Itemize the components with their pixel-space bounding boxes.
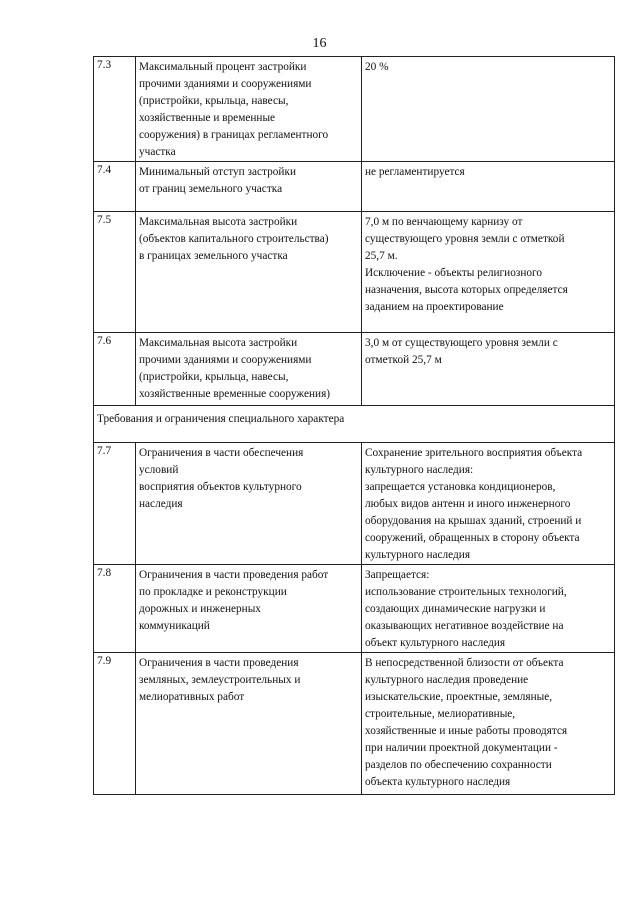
cell-text-line: (пристройки, крыльца, навесы, <box>139 371 289 383</box>
cell-text-line: условий <box>139 464 179 476</box>
cell-text-line: оказывающих негативное воздействие на <box>365 620 564 632</box>
cell-text-line: отметкой 25,7 м <box>365 354 442 366</box>
row-number: 7.5 <box>94 212 136 333</box>
cell-text-line: Ограничения в части обеспечения <box>139 447 304 459</box>
cell-text-line: строительные, мелиоративные, <box>365 708 516 720</box>
table-row <box>94 212 615 333</box>
cell-text-line: 7,0 м по венчающему карнизу от <box>365 216 523 228</box>
cell-text-line: восприятия объектов культурного <box>139 481 302 493</box>
table-row <box>94 333 615 406</box>
parameter-cell <box>136 443 362 565</box>
cell-text-line: при наличии проектной документации - <box>365 742 558 754</box>
cell-text-line: Запрещается: <box>365 569 430 581</box>
cell-text-line: культурного наследия проведение <box>365 674 529 686</box>
cell-text-line: сооружения) в границах регламентного <box>139 129 329 141</box>
value-cell <box>362 565 615 653</box>
cell-text-line: использование строительных технологий, <box>365 586 567 598</box>
cell-text-line: существующего уровня земли с отметкой <box>365 233 565 245</box>
value-cell <box>362 212 615 333</box>
cell-text-line: заданием на проектирование <box>365 301 504 313</box>
cell-text-line: сооружений, обращенных в сторону объекта <box>365 532 580 544</box>
row-number: 7.8 <box>94 565 136 653</box>
cell-text-line: хозяйственные и иные работы проводятся <box>365 725 568 737</box>
cell-text-line: изыскательские, проектные, земляные, <box>365 691 553 703</box>
cell-text-line: дорожных и инженерных <box>139 603 261 615</box>
cell-text-line: объект культурного наследия <box>365 637 506 649</box>
table-row <box>94 162 615 212</box>
cell-text-line: культурного наследия: <box>365 464 474 476</box>
parameter-cell <box>136 565 362 653</box>
cell-text-line: прочими зданиями и сооружениями <box>139 354 312 366</box>
parameter-cell <box>136 162 362 212</box>
section-header-row <box>94 406 615 443</box>
cell-text-line: В непосредственной близости от объекта <box>365 657 564 669</box>
cell-text-line: земляных, землеустроительных и <box>139 674 301 686</box>
cell-text-line: Сохранение зрительного восприятия объекта <box>365 447 583 459</box>
cell-text-line: объекта культурного наследия <box>365 776 511 788</box>
value-cell <box>362 162 615 212</box>
cell-text-line: Минимальный отступ застройки <box>139 166 296 178</box>
row-number: 7.7 <box>94 443 136 565</box>
cell-text-line: Ограничения в части проведения <box>139 657 299 669</box>
cell-text-line: Максимальная высота застройки <box>139 337 298 349</box>
row-number: 7.9 <box>94 653 136 795</box>
parameter-cell <box>136 333 362 406</box>
cell-text-line: хозяйственные временные сооружения) <box>139 388 331 400</box>
value-cell <box>362 443 615 565</box>
cell-text-line: Ограничения в части проведения работ <box>139 569 329 581</box>
table-row <box>94 57 615 162</box>
row-number: 7.3 <box>94 57 136 162</box>
table-row <box>94 443 615 565</box>
value-cell <box>362 653 615 795</box>
cell-text-line: коммуникаций <box>139 620 210 632</box>
value-cell <box>362 57 615 162</box>
cell-text-line: наследия <box>139 498 183 510</box>
cell-text-line: мелиоративных работ <box>139 691 245 703</box>
cell-text-line: 20 % <box>365 61 389 73</box>
value-cell <box>362 333 615 406</box>
cell-text-line: прочими зданиями и сооружениями <box>139 78 312 90</box>
table-row <box>94 565 615 653</box>
cell-text-line: запрещается установка кондиционеров, <box>365 481 556 493</box>
cell-text-line: Максимальный процент застройки <box>139 61 307 73</box>
cell-text-line: в границах земельного участка <box>139 250 288 262</box>
cell-text-line: 3,0 м от существующего уровня земли с <box>365 337 558 349</box>
cell-text-line: создающих динамические нагрузки и <box>365 603 546 615</box>
cell-text-line: по прокладке и реконструкции <box>139 586 287 598</box>
regulations-table <box>93 56 615 795</box>
cell-text-line: культурного наследия <box>365 549 471 561</box>
cell-text-line: (объектов капитального строительства) <box>139 233 329 245</box>
row-number: 7.6 <box>94 333 136 406</box>
cell-text-line: любых видов антенн и иного инженерного <box>365 498 571 510</box>
cell-text-line: не регламентируется <box>365 166 465 178</box>
cell-text-line: разделов по обеспечению сохранности <box>365 759 552 771</box>
cell-text-line: участка <box>139 146 176 158</box>
parameter-cell <box>136 212 362 333</box>
parameter-cell <box>136 57 362 162</box>
cell-text-line: Исключение - объекты религиозного <box>365 267 543 279</box>
cell-text-line: хозяйственные и временные <box>139 112 276 124</box>
page-number: 16 <box>312 36 327 51</box>
parameter-cell <box>136 653 362 795</box>
cell-text-line: Максимальная высота застройки <box>139 216 298 228</box>
cell-text-line: назначения, высота которых определяется <box>365 284 568 296</box>
cell-text-line: (пристройки, крыльца, навесы, <box>139 95 289 107</box>
cell-text-line: оборудования на крышах зданий, строений и <box>365 515 582 527</box>
table-row <box>94 653 615 795</box>
section-header: Требования и ограничения специального характера <box>94 406 615 443</box>
row-number: 7.4 <box>94 162 136 212</box>
cell-text-line: от границ земельного участка <box>139 183 283 195</box>
cell-text-line: 25,7 м. <box>365 250 398 262</box>
